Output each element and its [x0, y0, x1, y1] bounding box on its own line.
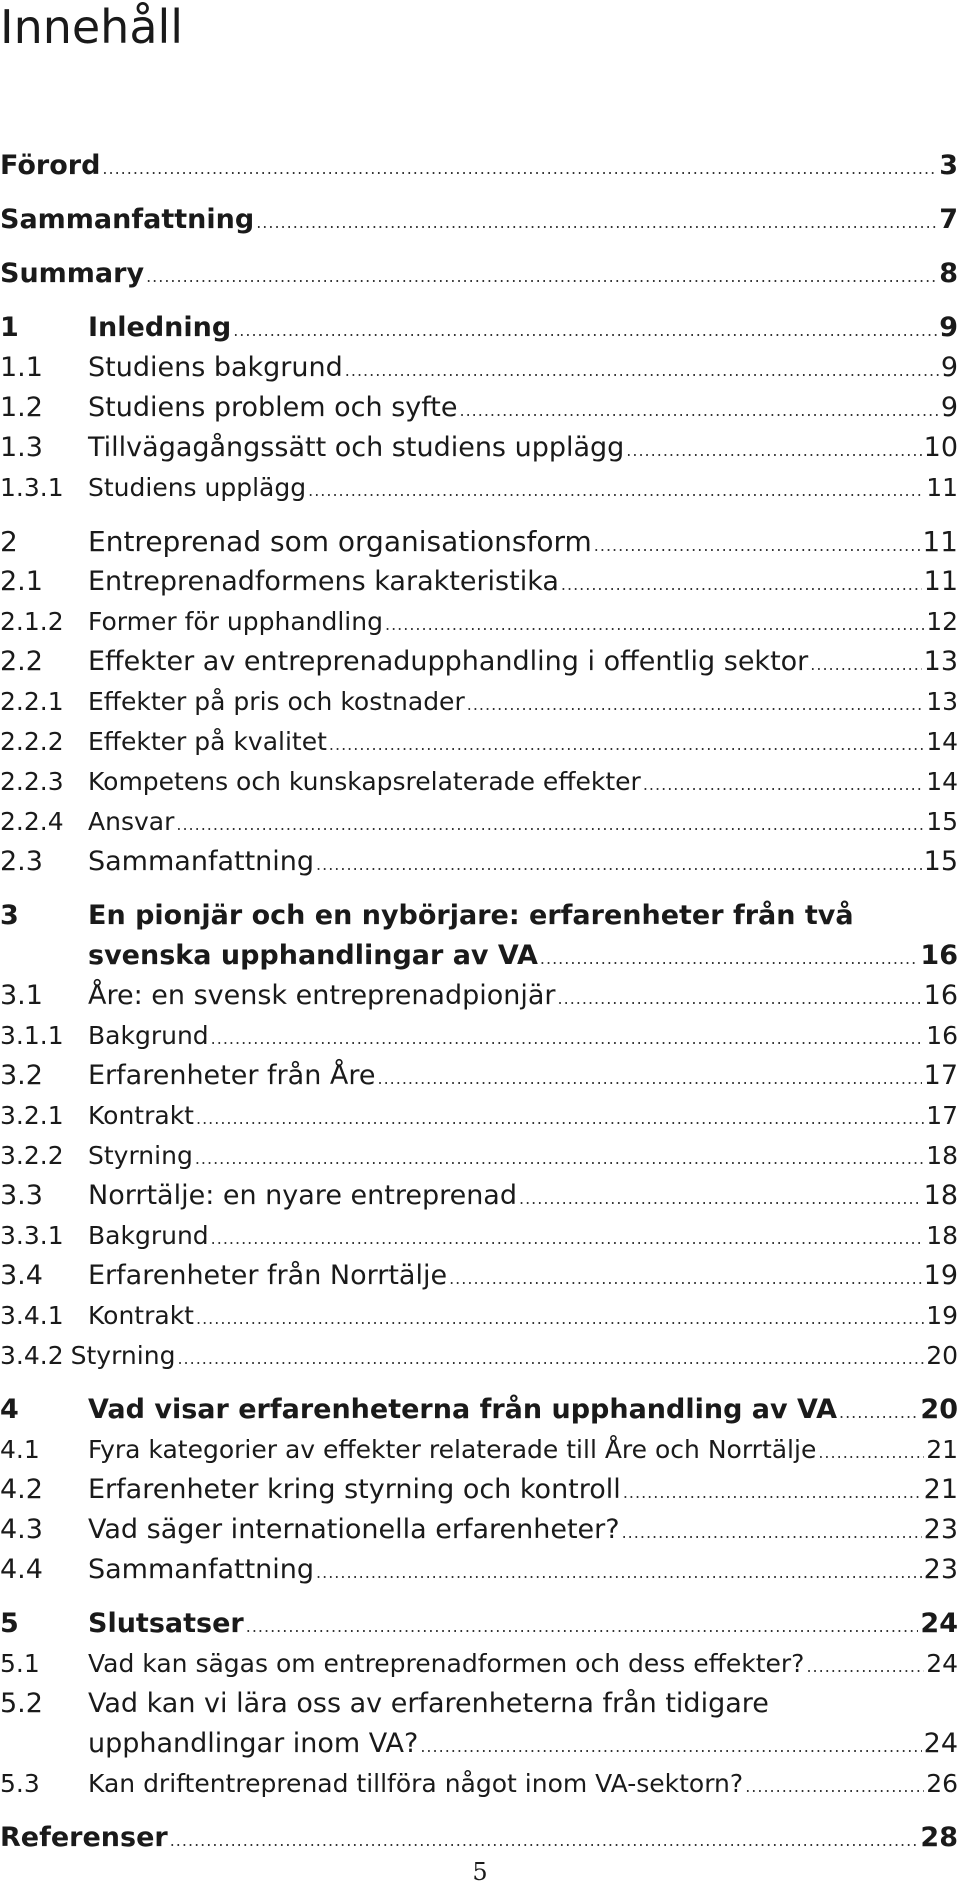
- toc-page: 16: [926, 1021, 958, 1050]
- leader-dots: [643, 765, 924, 805]
- leader-dots: [196, 1099, 924, 1139]
- toc-page: 11: [923, 566, 958, 597]
- toc-entry-5-2-line1[interactable]: [0, 1684, 958, 1724]
- toc-page: 13: [923, 646, 958, 677]
- toc-entry-4-2[interactable]: [0, 1470, 958, 1510]
- toc-label: upphandlingar inom VA?: [88, 1728, 419, 1759]
- toc-label: Entreprenadformens karakteristika: [88, 566, 559, 597]
- leader-dots: [316, 845, 922, 885]
- leader-dots: [540, 939, 919, 979]
- toc-page: 19: [923, 1260, 958, 1291]
- toc-page: 20: [920, 1394, 958, 1425]
- toc-entry-4-3[interactable]: [0, 1510, 958, 1550]
- toc-number: 1: [0, 312, 19, 343]
- toc-entry-2-1-2[interactable]: [0, 602, 958, 642]
- toc-number: 4.2: [0, 1474, 43, 1505]
- toc-label: Sammanfattning: [0, 204, 255, 235]
- toc-label: Kompetens och kunskapsrelaterade effekter: [88, 767, 641, 796]
- toc-entry-1-1[interactable]: [0, 348, 958, 388]
- toc-label: Tillvägagångssätt och studiens upplägg: [88, 432, 625, 463]
- leader-dots: [329, 725, 924, 765]
- toc-page: 12: [926, 607, 958, 636]
- toc-label: Referenser: [0, 1822, 168, 1853]
- toc-label: Studiens upplägg: [88, 473, 307, 502]
- toc-label: Fyra kategorier av effekter relaterade till Åre och Norrtälje: [88, 1435, 817, 1464]
- toc-label: Former för upphandling: [88, 607, 383, 636]
- toc-page: 24: [923, 1728, 958, 1759]
- toc-label: svenska upphandlingar av VA: [88, 940, 538, 971]
- toc-label: Studiens problem och syfte: [88, 392, 458, 423]
- leader-dots: [623, 1473, 922, 1513]
- toc-entry-2-3[interactable]: [0, 842, 958, 882]
- leader-dots: [345, 351, 939, 391]
- toc-page: 21: [923, 1474, 958, 1505]
- toc-page: 10: [923, 432, 958, 463]
- leader-dots: [177, 1339, 924, 1379]
- toc-page: 21: [926, 1435, 958, 1464]
- toc-number: 2.1.2: [0, 607, 64, 636]
- leader-dots: [519, 1179, 922, 1219]
- page-title: Innehåll: [0, 0, 184, 54]
- leader-dots: [385, 605, 924, 645]
- toc-page: 16: [923, 980, 958, 1011]
- toc-entry-3-3-1[interactable]: [0, 1216, 958, 1256]
- toc-page: 19: [926, 1301, 958, 1330]
- toc-page: 24: [926, 1649, 958, 1678]
- toc-number: 3.2: [0, 1060, 43, 1091]
- toc-label: Erfarenheter från Norrtälje: [88, 1260, 448, 1291]
- toc-page: 18: [926, 1221, 958, 1250]
- toc-number: 2.2.3: [0, 767, 64, 796]
- toc-entry-1-2[interactable]: [0, 388, 958, 428]
- leader-dots: [622, 1513, 922, 1553]
- toc-number: 3.3: [0, 1180, 43, 1211]
- toc-number: 2.2: [0, 646, 43, 677]
- toc-entry-3-4-1[interactable]: [0, 1296, 958, 1336]
- toc-number: 3: [0, 900, 19, 931]
- toc-entry-2-2-1[interactable]: [0, 682, 958, 722]
- toc-label: Bakgrund: [88, 1021, 209, 1050]
- leader-dots: [806, 1647, 924, 1687]
- leader-dots: [316, 1553, 922, 1593]
- toc-page: 15: [923, 846, 958, 877]
- toc-entry-3-1[interactable]: [0, 976, 958, 1016]
- leader-dots: [246, 1607, 919, 1647]
- toc-label: Bakgrund: [88, 1221, 209, 1250]
- toc-page: 16: [920, 940, 958, 971]
- toc-label: Slutsatser: [88, 1608, 244, 1639]
- toc-entry-3-line1[interactable]: [0, 896, 958, 936]
- leader-dots: [818, 1433, 924, 1473]
- toc-label: Ansvar: [88, 807, 175, 836]
- toc-label: Norrtälje: en nyare entreprenad: [88, 1180, 517, 1211]
- leader-dots: [211, 1019, 925, 1059]
- toc-entry-3-line2[interactable]: [0, 936, 958, 976]
- leader-dots: [594, 526, 921, 566]
- toc-label: Sammanfattning: [88, 846, 315, 877]
- toc-number: 1.2: [0, 392, 43, 423]
- toc-page: 11: [926, 473, 958, 502]
- leader-dots: [211, 1219, 925, 1259]
- toc-entry-3-4-2[interactable]: [0, 1336, 958, 1376]
- toc-label: Förord: [0, 150, 101, 181]
- toc-page: 23: [923, 1554, 958, 1585]
- toc-number: 4.4: [0, 1554, 43, 1585]
- leader-dots: [102, 149, 937, 189]
- toc-entry-2[interactable]: [0, 522, 958, 562]
- toc-entry-sammanfattning[interactable]: [0, 200, 958, 240]
- toc-entry-3-2-2[interactable]: [0, 1136, 958, 1176]
- leader-dots: [839, 1393, 918, 1433]
- toc-number: 1.3: [0, 432, 43, 463]
- toc-label: Entreprenad som organisationsform: [88, 525, 592, 558]
- toc-label: Sammanfattning: [88, 1554, 315, 1585]
- toc-page: 23: [923, 1514, 958, 1545]
- toc-label: Effekter på pris och kostnader: [88, 687, 465, 716]
- toc-number: 5: [0, 1608, 19, 1639]
- leader-dots: [420, 1727, 921, 1767]
- toc-label: Erfarenheter kring styrning och kontroll: [88, 1474, 621, 1505]
- toc-number: 5.3: [0, 1769, 40, 1798]
- toc-number: 3.4: [0, 1260, 43, 1291]
- toc-number: 2.3: [0, 846, 43, 877]
- leader-dots: [745, 1767, 924, 1807]
- toc-page: 18: [926, 1141, 958, 1170]
- toc-label: Åre: en svensk entreprenadpionjär: [88, 980, 556, 1011]
- toc-page: 17: [926, 1101, 958, 1130]
- toc-page: 13: [926, 687, 958, 716]
- leader-dots: [195, 1139, 924, 1179]
- toc-page: 3: [939, 150, 958, 181]
- toc-label: Kan driftentreprenad tillföra något inom VA-sektorn?: [88, 1769, 744, 1798]
- leader-dots: [558, 979, 922, 1019]
- leader-dots: [449, 1259, 922, 1299]
- leader-dots: [467, 685, 924, 725]
- toc-page: 24: [920, 1608, 958, 1639]
- toc-number: 3.1: [0, 980, 43, 1011]
- toc-number: 2: [0, 525, 18, 558]
- toc-entry-5-3[interactable]: [0, 1764, 958, 1804]
- toc-label: Summary: [0, 258, 145, 289]
- toc-label: Styrning: [88, 1141, 193, 1170]
- toc-entry-1-3[interactable]: [0, 428, 958, 468]
- toc-number: 4: [0, 1394, 19, 1425]
- leader-dots: [626, 431, 921, 471]
- toc-label: Kontrakt: [88, 1301, 194, 1330]
- leader-dots: [561, 565, 922, 605]
- toc-number: 3.3.1: [0, 1221, 64, 1250]
- toc-entry-4[interactable]: [0, 1390, 958, 1430]
- toc-number: 1.1: [0, 352, 43, 383]
- toc-number: 2.2.4: [0, 807, 64, 836]
- toc-entry-3-1-1[interactable]: [0, 1016, 958, 1056]
- toc-entry-referenser[interactable]: [0, 1818, 958, 1858]
- toc-entry-summary[interactable]: [0, 254, 958, 294]
- toc-page: 18: [923, 1180, 958, 1211]
- leader-dots: [308, 471, 924, 511]
- toc-label: Studiens bakgrund: [88, 352, 343, 383]
- toc-number: 2.2.2: [0, 727, 64, 756]
- toc-label: Vad kan vi lära oss av erfarenheterna från tidigare: [88, 1688, 769, 1719]
- leader-dots: [146, 257, 937, 297]
- toc-number: 2.2.1: [0, 687, 64, 716]
- toc-number: 3.2.1: [0, 1101, 64, 1130]
- toc-page: 15: [926, 807, 958, 836]
- toc-page: 8: [939, 258, 958, 289]
- toc-number: 3.1.1: [0, 1021, 64, 1050]
- toc-page: 17: [923, 1060, 958, 1091]
- toc-label: Inledning: [88, 312, 232, 343]
- toc-page: 11: [922, 525, 958, 558]
- leader-dots: [196, 1299, 924, 1339]
- toc-number: 4.1: [0, 1435, 40, 1464]
- leader-dots: [176, 805, 924, 845]
- toc-label: Vad kan sägas om entreprenadformen och dess effekter?: [88, 1649, 805, 1678]
- leader-dots: [256, 203, 937, 243]
- toc-page: 28: [920, 1822, 958, 1853]
- leader-dots: [810, 645, 921, 685]
- toc-page: 20: [926, 1341, 958, 1370]
- toc-number: 1.3.1: [0, 473, 64, 502]
- toc-label: Vad visar erfarenheterna från upphandling av VA: [88, 1394, 837, 1425]
- toc-entry-1-3-1[interactable]: [0, 468, 958, 508]
- toc-entry-1[interactable]: [0, 308, 958, 348]
- toc-entry-2-2[interactable]: [0, 642, 958, 682]
- toc-page: 7: [939, 204, 958, 235]
- toc-label: Styrning: [70, 1341, 176, 1370]
- page-number: 5: [472, 1858, 488, 1886]
- toc-entry-4-1[interactable]: [0, 1430, 958, 1470]
- leader-dots: [233, 311, 937, 351]
- toc-entry-3-2-1[interactable]: [0, 1096, 958, 1136]
- toc-number: 5.2: [0, 1688, 43, 1719]
- toc-number: 5.1: [0, 1649, 40, 1678]
- toc-entry-2-1[interactable]: [0, 562, 958, 602]
- toc-label: Vad säger internationella erfarenheter?: [88, 1514, 620, 1545]
- toc-entry-2-2-4[interactable]: [0, 802, 958, 842]
- toc-label: Kontrakt: [88, 1101, 194, 1130]
- toc-entry-4-4[interactable]: [0, 1550, 958, 1590]
- toc-page: 14: [926, 767, 958, 796]
- toc-entry-3-2[interactable]: [0, 1056, 958, 1096]
- leader-dots: [377, 1059, 921, 1099]
- toc-number: 3.4.1: [0, 1301, 64, 1330]
- toc-entry-3-3[interactable]: [0, 1176, 958, 1216]
- toc-label: En pionjär och en nybörjare: erfarenheter från två: [88, 900, 854, 931]
- toc-entry-forord[interactable]: [0, 146, 958, 186]
- toc-entry-5[interactable]: [0, 1604, 958, 1644]
- toc-label: Effekter av entreprenadupphandling i offentlig sektor: [88, 646, 809, 677]
- toc-label: Erfarenheter från Åre: [88, 1060, 376, 1091]
- toc-label: Effekter på kvalitet: [88, 727, 327, 756]
- leader-dots: [170, 1821, 919, 1861]
- toc-entry-2-2-3[interactable]: [0, 762, 958, 802]
- toc-entry-5-1[interactable]: [0, 1644, 958, 1684]
- toc-entry-3-4[interactable]: [0, 1256, 958, 1296]
- toc-page: 9: [939, 312, 958, 343]
- toc-number: 4.3: [0, 1514, 43, 1545]
- toc-page: 14: [926, 727, 958, 756]
- toc-number: 3.2.2: [0, 1141, 64, 1170]
- toc-page: 9: [940, 392, 958, 423]
- toc-number: 3.4.2: [0, 1341, 64, 1370]
- toc-entry-5-2-line2[interactable]: [0, 1724, 958, 1764]
- toc-entry-2-2-2[interactable]: [0, 722, 958, 762]
- toc-page: 26: [926, 1769, 958, 1798]
- leader-dots: [459, 391, 938, 431]
- toc-number: 2.1: [0, 566, 43, 597]
- toc-page: 9: [940, 352, 958, 383]
